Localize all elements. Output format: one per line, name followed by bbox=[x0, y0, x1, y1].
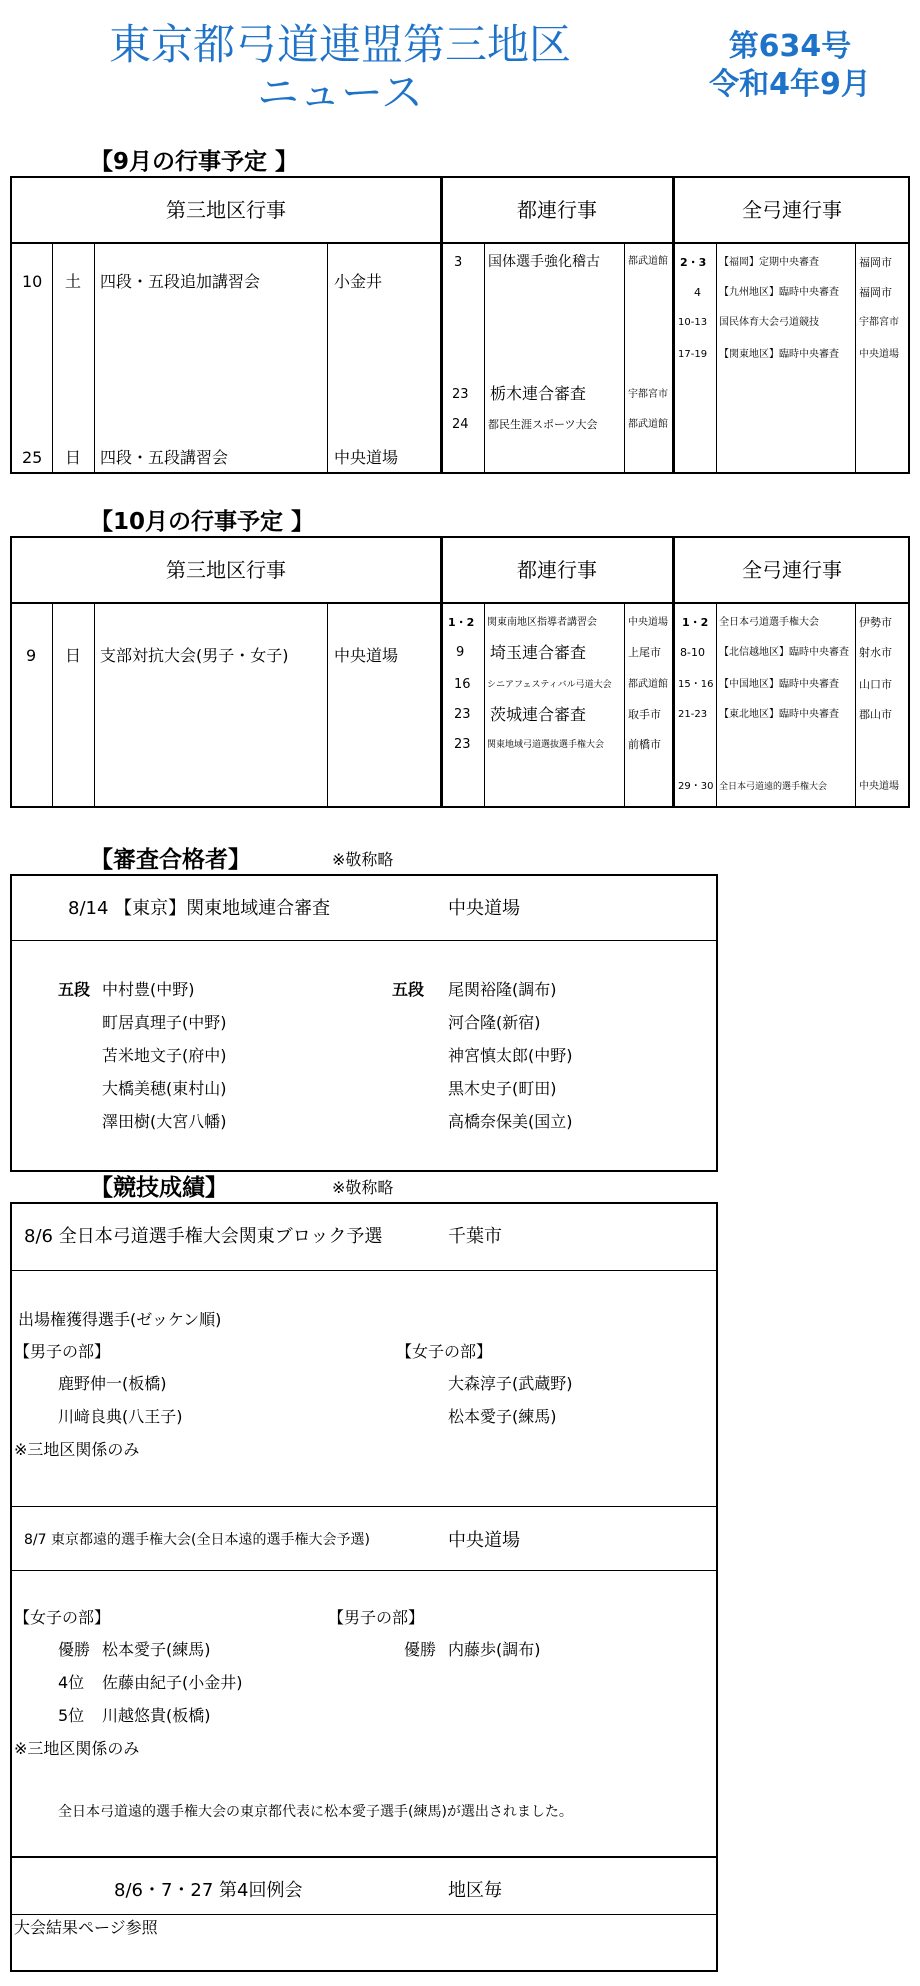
result2-women-label: 【女子の部】 bbox=[14, 1608, 111, 1627]
issue-number: 第634号 bbox=[728, 29, 852, 64]
result1-title: 8/6 全日本弓道選手権大会関東ブロック予選 bbox=[24, 1226, 383, 1247]
exam-grade-right: 五段 bbox=[392, 980, 425, 999]
result2-announcement: 全日本弓道遠的選手権大会の東京都代表に松本愛子選手(練馬)が選出されました。 bbox=[58, 1804, 573, 1820]
result3-body: 大会結果ページ参照 bbox=[14, 1918, 158, 1937]
col-tokyo-header: 都連行事 bbox=[517, 558, 597, 582]
oct-schedule-table: 第三地区行事 都連行事 全弓連行事 9 日 支部対抗大会(男子・女子) 中央道場 1・2 関東南地区指導者講習会 中央道場 9 埼玉連合審査 上尾市 16 シニアフェスティバル弓道大会 都武道館 23 茨城連合審査 取手市 23 関東地域弓道選抜選手権大会 前橋市 1・2 全日本弓道選手権大会 伊勢市 8-10 【北信越地区】臨時中央審査 射水市 15・16 【中国地区】臨時中央審査 山口市 21-23 【東北地区】臨時中央審査 郡山市 29・30 全日本弓道遠的選手権大会 中央道場 bbox=[10, 536, 910, 808]
list-item: 尾関裕隆(調布) bbox=[448, 980, 557, 999]
result2-men-label: 【男子の部】 bbox=[328, 1608, 425, 1627]
list-item: 苫米地文子(府中) bbox=[102, 1046, 227, 1065]
col-national-header: 全弓連行事 bbox=[742, 198, 842, 222]
issue-date: 令和4年9月 bbox=[709, 67, 871, 102]
list-item: 鹿野伸一(板橋) bbox=[58, 1374, 167, 1393]
news-title-line2: ニュース bbox=[257, 68, 423, 117]
news-title-line1: 東京都弓道連盟第三地区 bbox=[108, 20, 571, 69]
list-item: 中村豊(中野) bbox=[102, 980, 195, 999]
results-note: ※敬称略 bbox=[332, 1178, 394, 1197]
result3-title: 8/6・7・27 第4回例会 bbox=[114, 1880, 303, 1901]
exam-box bbox=[10, 874, 718, 1172]
list-item: 神宮慎太郎(中野) bbox=[448, 1046, 573, 1065]
results-heading: 【競技成績】 bbox=[90, 1175, 228, 1201]
list-item: 川﨑良典(八王子) bbox=[58, 1407, 183, 1426]
result1-women-label: 【女子の部】 bbox=[396, 1342, 493, 1361]
exam-grade-left: 五段 bbox=[58, 980, 91, 999]
result3-place: 地区毎 bbox=[448, 1880, 502, 1901]
exam-place: 中央道場 bbox=[448, 898, 520, 919]
list-item: 松本愛子(練馬) bbox=[448, 1407, 557, 1426]
result1-note: ※三地区関係のみ bbox=[14, 1440, 140, 1459]
sept-schedule-table: 第三地区行事 都連行事 全弓連行事 10 土 四段・五段追加講習会 小金井 25 日 四段・五段講習会 中央道場 3 国体選手強化稽古 都武道館 23 栃木連合審査 宇都宮市 24 都民生涯スポーツ大会 都武道館 2・3 【福岡】定期中央審査 福岡市 4 【九州地区】臨時中央審査 福岡市 10-13 国民体育大会弓道競技 宇都宮市 17-19 【関東地区】臨時中央審査 中央道場 bbox=[10, 176, 910, 474]
list-item: 町居真理子(中野) bbox=[102, 1013, 227, 1032]
result2-title: 8/7 東京都遠的選手権大会(全日本遠的選手権大会予選) bbox=[24, 1532, 370, 1548]
list-item: 黒木史子(町田) bbox=[448, 1079, 557, 1098]
list-item: 大橋美穂(東村山) bbox=[102, 1079, 227, 1098]
exam-title: 8/14 【東京】関東地域連合審査 bbox=[68, 898, 331, 919]
result1-subtitle: 出場権獲得選手(ゼッケン順) bbox=[18, 1310, 222, 1329]
col-national-header: 全弓連行事 bbox=[742, 558, 842, 582]
exam-note: ※敬称略 bbox=[332, 850, 394, 869]
list-item: 河合隆(新宿) bbox=[448, 1013, 541, 1032]
list-item: 高橋奈保美(国立) bbox=[448, 1112, 573, 1131]
result2-place: 中央道場 bbox=[448, 1530, 520, 1551]
oct-heading: 【10月の行事予定 】 bbox=[90, 509, 315, 535]
results-box: 8/6 全日本弓道選手権大会関東ブロック予選 千葉市 出場権獲得選手(ゼッケン順) 【男子の部】 【女子の部】 鹿野伸一(板橋) 川﨑良典(八王子) 大森淳子(武蔵野) 松本愛子(練馬) ※三地区関係のみ 8/7 東京都遠的選手権大会(全日本遠的選手権大会予選) 中央道場 【女子の部】 【男子の部】 優勝 松本愛子(練馬) 4位 佐藤由紀子(小金井) 5位 川越悠貴(板橋) 優勝 内藤歩(調布) ※三地区関係のみ 全日本弓道遠的選手権大会の東京都代表に松本愛子選手(練馬)が選出されました。 8/6・7・27 第4回例会 地区毎 大会結果ページ参照 bbox=[10, 1202, 718, 1972]
exam-heading: 【審査合格者】 bbox=[90, 847, 251, 873]
result1-men-label: 【男子の部】 bbox=[14, 1342, 111, 1361]
list-item: 澤田樹(大宮八幡) bbox=[102, 1112, 227, 1131]
col-district-header: 第三地区行事 bbox=[166, 558, 286, 582]
sept-heading: 【9月の行事予定 】 bbox=[90, 149, 299, 175]
result2-note: ※三地区関係のみ bbox=[14, 1739, 140, 1758]
col-tokyo-header: 都連行事 bbox=[517, 198, 597, 222]
col-district-header: 第三地区行事 bbox=[166, 198, 286, 222]
list-item: 大森淳子(武蔵野) bbox=[448, 1374, 573, 1393]
result1-place: 千葉市 bbox=[448, 1226, 502, 1247]
